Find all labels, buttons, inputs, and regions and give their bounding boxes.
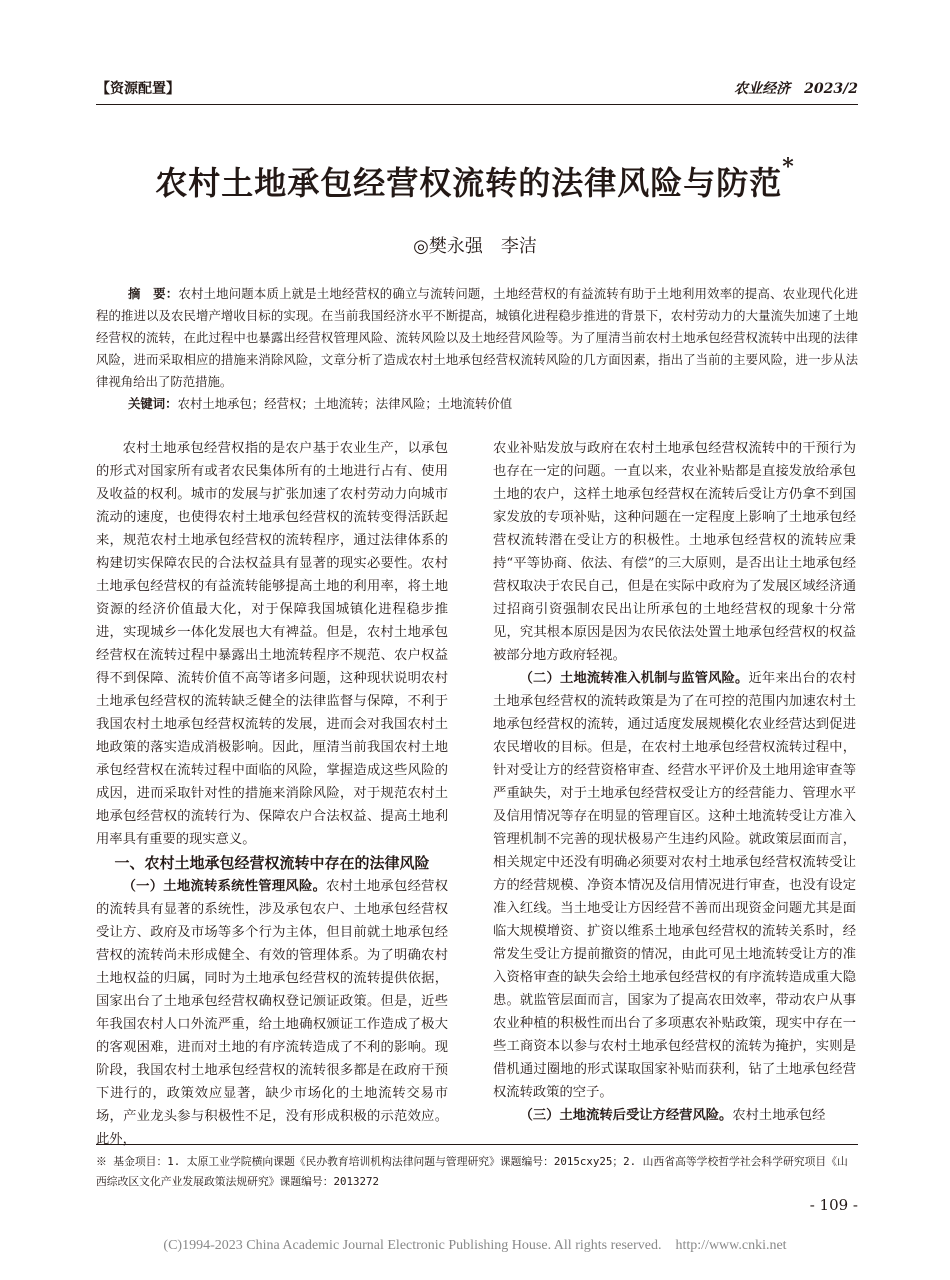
- header-rule: [96, 104, 858, 105]
- subsection-2-paragraph: [493, 667, 856, 1104]
- abstract: [96, 283, 858, 393]
- article-title-text: 农村土地承包经营权流转的法律风险与防范: [155, 164, 783, 202]
- subsection-2-label: （二）土地流转准入机制与监管风险。: [519, 671, 749, 686]
- subsection-3-text: 农村土地承包经: [732, 1108, 826, 1123]
- keywords: [96, 393, 858, 415]
- footnote-rule: [96, 1144, 858, 1145]
- article-authors: ◎樊永强 李洁: [413, 236, 537, 257]
- continuation-paragraph: 农业补贴发放与政府在农村土地承包经营权流转中的干预行为也存在一定的问题。一直以来，农业补贴都是直接发放给承包土地的农户，这样土地承包经营权在流转后受让方仍拿不到国家发放的专项补贴，这种问题在一定程度上影响了土地承包经营权流转潜在受让方的积极性。土地承包经营权的流转应秉持“平等协商、依法、有偿”的三大原则，是否出让土地承包经营权取决于农民自己，但是在实际中政府为了发展区域经济通过招商引资强制农民出让所承包的土地经营权的现象十分常见，究其根本原因是因为农民依法处置土地承包经营权的权益被部分地方政府轻视。: [493, 441, 856, 663]
- keywords-label: 关键词：: [128, 396, 178, 411]
- header-section-label: 【资源配置】: [96, 81, 180, 97]
- subsection-1-label: （一）土地流转系统性管理风险。: [122, 879, 327, 894]
- abstract-label: 摘 要：: [128, 286, 179, 301]
- subsection-3-label: （三）土地流转后受让方经营风险。: [519, 1108, 733, 1123]
- keywords-text: 农村土地承包；经营权；土地流转；法律风险；土地流转价值: [177, 396, 513, 411]
- article-title: [0, 154, 950, 204]
- body-column-left: [96, 437, 448, 1151]
- subsection-3-paragraph: [493, 1104, 856, 1127]
- subsection-2-text: 近年来出台的农村土地承包经营权的流转政策是为了在可控的范围内加速农村土地承包经营权的流转，通过适度发展规模化农业经营达到促进农民增收的目标。但是，在农村土地承包经营权流转过程中，针对受让方的经营资格审查、经营水平评价及土地用途审查等严重缺失，对于土地承包经营权受让方的经营能力、管理水平及信用情况等存在明显的管理盲区。这种土地流转受让方准入管理机制不完善的现状极易产生违约风险。就政策层面而言，相关规定中还没有明确必须要对农村土地承包经营权流转受让方的经营规模、净资本情况及信用情况进行审查，也没有设定准入红线。当土地受让方因经营不善而出现资金问题尤其是面临大规模增资、扩资以维系土地承包经营权的流转关系时，经常发生受让方提前撤资的情况，由此可见土地流转受让方的准入资格审查的缺失会给土地承包经营权的有序流转造成重大隐患。就监管层面而言，国家为了提高农田效率，带动农户从事农业种植的积极性而出台了多项惠农补贴政策，现实中存在一些工商资本以参与农村土地承包经营权的流转为掩护，实则是借机通过圈地的形式谋取国家补贴而获利，钻了土地承包经营权流转政策的空子。: [493, 671, 857, 1100]
- body-column-right: [493, 437, 856, 1127]
- title-footnote-mark: *: [782, 154, 795, 180]
- page-number: - 109 -: [809, 1196, 858, 1214]
- section-heading-1: 一、农村土地承包经营权流转中存在的法律风险: [114, 854, 430, 872]
- abstract-text: 农村土地问题本质上就是土地经营权的确立与流转问题，土地经营权的有益流转有助于土地利用效率的提高、农业现代化进程的推进以及农民增产增收目标的实现。在当前我国经济水平不断提高，城镇化进程稳步推进的背景下，农村劳动力的大量流失加速了土地经营权的流转，在此过程中也暴露出经营权管理风险、流转风险以及土地经营风险等。为了厘清当前农村土地承包经营权流转中出现的法律风险，进而采取相应的措施来消除风险，文章分析了造成农村土地承包经营权流转风险的几方面因素，指出了当前的主要风险，进一步从法律视角给出了防范措施。: [96, 286, 858, 389]
- subsection-1-text: 农村土地承包经营权的流转具有显著的系统性，涉及承包农户、土地承包经营权受让方、政府及市场等多个行为主体，但目前就土地承包经营权的流转尚未形成健全、有效的管理体系。为了明确农村土地权益的归属，同时为土地承包经营权的流转提供依据，国家出台了土地承包经营权确权登记颁证政策。但是，近些年我国农村人口外流严重，给土地确权颁证工作造成了极大的客观困难，进而对土地的有序流转造成了不利的影响。现阶段，我国农村土地承包经营权的流转很多都是在政府干预下进行的，政策效应显著，缺少市场化的土地流转交易市场，产业龙头参与积极性不足，没有形成积极的示范效应。此外，: [96, 879, 449, 1147]
- intro-paragraph: 农村土地承包经营权指的是农户基于农业生产，以承包的形式对国家所有或者农民集体所有的土地进行占有、使用及收益的权利。城市的发展与扩张加速了农村劳动力向城市流动的速度，也使得农村土地承包经营权的流转变得活跃起来，规范农村土地承包经营权的流转程序，通过法律体系的构建切实保障农民的合法权益具有显著的现实必要性。农村土地承包经营权的有益流转能够提高土地的利用率，将土地资源的经济价值最大化，对于保障我国城镇化进程稳步推进，实现城乡一体化发展也大有裨益。但是，农村土地承包经营权在流转过程中暴露出土地流转程序不规范、农户权益得不到保障、流转价值不高等诸多问题，这种现状说明农村土地承包经营权的流转缺乏健全的法律监督与保障，不利于我国农村土地承包经营权流转的发展，进而会对我国农村土地政策的落实造成消极影响。因此，厘清当前我国农村土地承包经营权在流转过程中面临的风险，掌握造成这些风险的成因，进而采取针对性的措施来消除风险，对于规范农村土地承包经营权的流转行为、保障农户合法权益、提高土地利用率具有重要的现实意义。: [96, 441, 448, 847]
- copyright-notice: (C)1994-2023 China Academic Journal Electronic Publishing House. All rights reserved. http://www.cnki.net: [163, 1238, 787, 1253]
- funding-footnote: ※ 基金项目：1. 太原工业学院横向课题《民办教育培训机构法律问题与管理研究》课题编号：2015cxy25；2. 山西省高等学校哲学社会科学研究项目《山西综改区文化产业发展政策法规研究》课题编号：2013272: [96, 1155, 848, 1188]
- header-journal-issue: 农业经济 2023/2: [734, 81, 858, 97]
- subsection-1-paragraph: [96, 875, 448, 1151]
